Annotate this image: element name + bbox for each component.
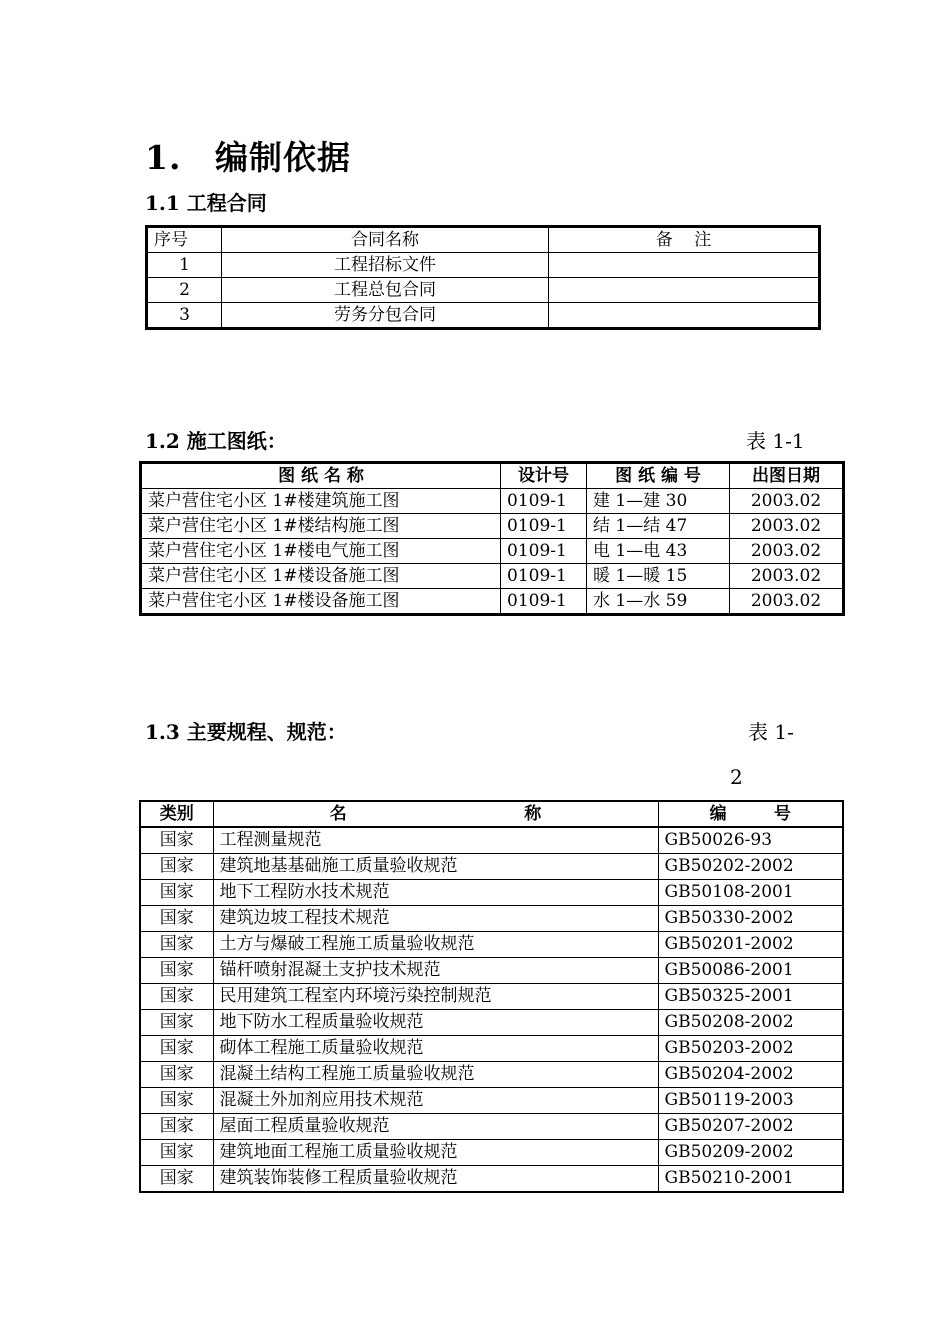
table-row xyxy=(140,1140,843,1166)
table-row xyxy=(140,932,843,958)
chapter-title: 编制依据 xyxy=(215,138,351,177)
section-1-2-title: 1.2 施工图纸： xyxy=(145,429,287,453)
table-cell: GB50209-2002 xyxy=(658,1140,843,1166)
table-cell: 2003.02 xyxy=(730,564,844,589)
table-cell: GB50108-2001 xyxy=(658,880,843,906)
table-cell: 2003.02 xyxy=(730,539,844,564)
table-cell: 1 xyxy=(147,253,222,278)
table-cell: GB50330-2002 xyxy=(658,906,843,932)
table-cell: 建筑地基基础施工质量验收规范 xyxy=(213,854,658,880)
table-cell: 国家 xyxy=(140,958,213,984)
table-cell: 混凝土结构工程施工质量验收规范 xyxy=(213,1062,658,1088)
chapter-heading xyxy=(145,132,351,179)
column-header: 出图日期 xyxy=(730,463,844,489)
table-label: 表 1- xyxy=(748,720,794,744)
table-cell xyxy=(549,278,820,303)
table-cell: 工程招标文件 xyxy=(222,253,549,278)
table-cell: GB50203-2002 xyxy=(658,1036,843,1062)
table-cell: 国家 xyxy=(140,1140,213,1166)
table-cell: 混凝土外加剂应用技术规范 xyxy=(213,1088,658,1114)
contract-table xyxy=(145,225,821,330)
standards-table xyxy=(139,800,844,1193)
table-label: 表 1-1 xyxy=(746,429,805,453)
table-cell: 建筑边坡工程技术规范 xyxy=(213,906,658,932)
table-row xyxy=(140,1062,843,1088)
table-row xyxy=(140,1166,843,1193)
table-header-row xyxy=(141,463,844,489)
table-cell: 菜户营住宅小区 1#楼结构施工图 xyxy=(141,514,501,539)
table-row xyxy=(141,514,844,539)
table-cell xyxy=(549,303,820,329)
table-cell: 2003.02 xyxy=(730,489,844,514)
table-row xyxy=(141,489,844,514)
table-cell: 暖 1—暖 15 xyxy=(587,564,730,589)
table-cell: GB50204-2002 xyxy=(658,1062,843,1088)
table-cell: GB50208-2002 xyxy=(658,1010,843,1036)
table-cell: 国家 xyxy=(140,1114,213,1140)
table-cell: 0109-1 xyxy=(501,489,587,514)
table-cell: 建筑装饰装修工程质量验收规范 xyxy=(213,1166,658,1193)
table-cell: 锚杆喷射混凝土支护技术规范 xyxy=(213,958,658,984)
table-cell: 3 xyxy=(147,303,222,329)
table-cell: 国家 xyxy=(140,984,213,1010)
column-header: 序号 xyxy=(147,227,222,253)
table-cell: 水 1—水 59 xyxy=(587,589,730,615)
column-header: 设计号 xyxy=(501,463,587,489)
table-row xyxy=(147,253,820,278)
table-cell: 国家 xyxy=(140,827,213,854)
table-cell: GB50210-2001 xyxy=(658,1166,843,1193)
table-cell: 国家 xyxy=(140,1062,213,1088)
table-cell: GB50026-93 xyxy=(658,827,843,854)
table-cell: GB50207-2002 xyxy=(658,1114,843,1140)
table-cell: 地下工程防水技术规范 xyxy=(213,880,658,906)
table-cell: 屋面工程质量验收规范 xyxy=(213,1114,658,1140)
table-cell: 菜户营住宅小区 1#楼建筑施工图 xyxy=(141,489,501,514)
table-cell: 土方与爆破工程施工质量验收规范 xyxy=(213,932,658,958)
table-row xyxy=(140,1036,843,1062)
table-cell: 国家 xyxy=(140,1166,213,1193)
table-cell: GB50202-2002 xyxy=(658,854,843,880)
chapter-number: 1. xyxy=(145,138,182,177)
table-cell: 工程测量规范 xyxy=(213,827,658,854)
table-cell: 菜户营住宅小区 1#楼设备施工图 xyxy=(141,564,501,589)
table-cell: 国家 xyxy=(140,932,213,958)
table-row xyxy=(141,564,844,589)
table-cell: 结 1—结 47 xyxy=(587,514,730,539)
table-cell: 菜户营住宅小区 1#楼设备施工图 xyxy=(141,589,501,615)
table-cell: GB50086-2001 xyxy=(658,958,843,984)
table-row xyxy=(147,303,820,329)
table-cell: 地下防水工程质量验收规范 xyxy=(213,1010,658,1036)
table-cell: 建筑地面工程施工质量验收规范 xyxy=(213,1140,658,1166)
table-row xyxy=(141,539,844,564)
table-cell: 砌体工程施工质量验收规范 xyxy=(213,1036,658,1062)
table-cell: GB50325-2001 xyxy=(658,984,843,1010)
table-cell: 0109-1 xyxy=(501,514,587,539)
table-label-continued: 2 xyxy=(730,765,743,789)
table-cell: 电 1—电 43 xyxy=(587,539,730,564)
drawings-table xyxy=(139,461,845,616)
table-row xyxy=(140,1010,843,1036)
table-cell: 国家 xyxy=(140,1088,213,1114)
section-1-1-title: 1.1 工程合同 xyxy=(145,191,267,215)
table-row xyxy=(141,589,844,615)
table-cell: 0109-1 xyxy=(501,564,587,589)
column-header: 合同名称 xyxy=(222,227,549,253)
column-header: 名 称 xyxy=(213,801,658,827)
table-cell: 国家 xyxy=(140,906,213,932)
table-cell: GB50119-2003 xyxy=(658,1088,843,1114)
table-cell: 劳务分包合同 xyxy=(222,303,549,329)
section-1-3-title: 1.3 主要规程、规范： xyxy=(145,720,347,744)
table-cell: 2003.02 xyxy=(730,589,844,615)
column-header: 备 注 xyxy=(549,227,820,253)
column-header: 类别 xyxy=(140,801,213,827)
table-row xyxy=(147,278,820,303)
column-header: 编 号 xyxy=(658,801,843,827)
table-cell: 国家 xyxy=(140,854,213,880)
table-row xyxy=(140,854,843,880)
table-cell: 建 1—建 30 xyxy=(587,489,730,514)
table-cell: 0109-1 xyxy=(501,539,587,564)
table-cell: 2 xyxy=(147,278,222,303)
column-header: 图 纸 名 称 xyxy=(141,463,501,489)
table-header-row xyxy=(147,227,820,253)
table-row xyxy=(140,1088,843,1114)
table-cell: 国家 xyxy=(140,1036,213,1062)
column-header: 图 纸 编 号 xyxy=(587,463,730,489)
table-cell: 国家 xyxy=(140,1010,213,1036)
table-cell: 0109-1 xyxy=(501,589,587,615)
table-cell: 国家 xyxy=(140,880,213,906)
table-row xyxy=(140,827,843,854)
table-row xyxy=(140,984,843,1010)
table-cell: 工程总包合同 xyxy=(222,278,549,303)
table-row xyxy=(140,958,843,984)
table-row xyxy=(140,906,843,932)
table-row xyxy=(140,880,843,906)
table-row xyxy=(140,1114,843,1140)
table-cell xyxy=(549,253,820,278)
table-header-row xyxy=(140,801,843,827)
table-cell: GB50201-2002 xyxy=(658,932,843,958)
table-cell: 民用建筑工程室内环境污染控制规范 xyxy=(213,984,658,1010)
table-cell: 菜户营住宅小区 1#楼电气施工图 xyxy=(141,539,501,564)
table-cell: 2003.02 xyxy=(730,514,844,539)
